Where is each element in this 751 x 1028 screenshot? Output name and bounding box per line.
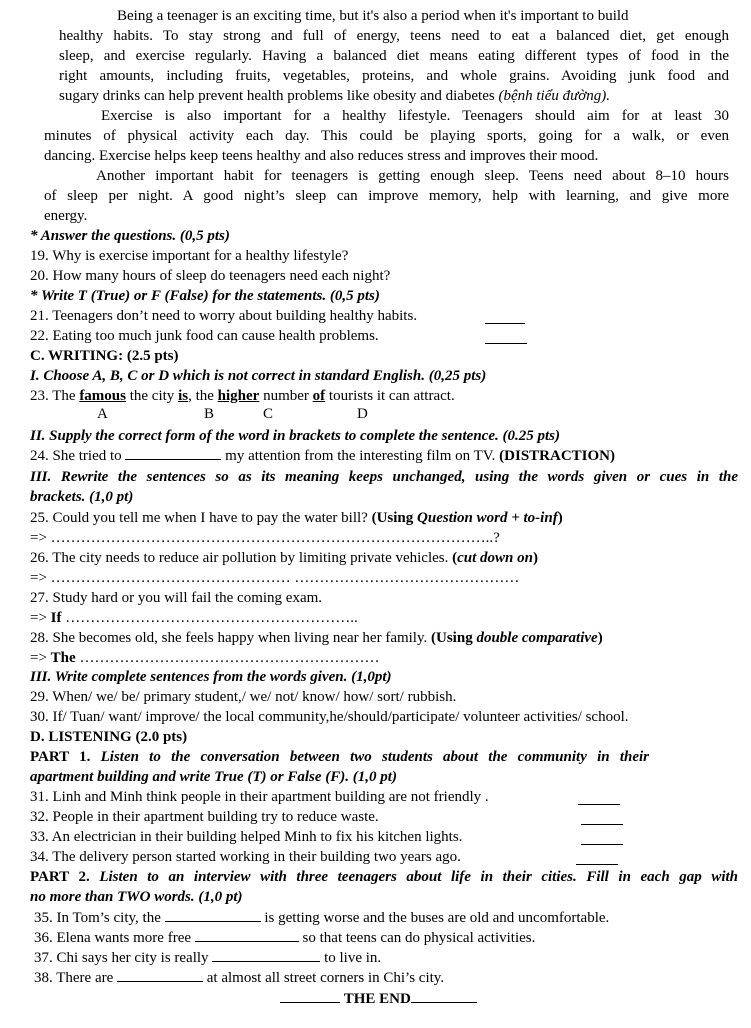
writing-part-4-heading: III. Write complete sentences from the words given. (1,0pt) [30,669,392,685]
writing-part-1-heading: I. Choose A, B, C or D which is not correct in standard English. (0,25 pts) [30,368,487,384]
q37-text: 37. Chi says her city is really [34,950,213,966]
q35-text: 35. In Tom’s city, the [34,910,165,926]
cue-text: (Using [371,510,418,526]
end-rule [280,988,340,1003]
question-23 [30,386,455,406]
answer-line-28[interactable] [30,648,379,668]
cue-text: cut down on [457,550,533,566]
question-25 [30,508,563,528]
passage-line [59,86,610,106]
q23-text: , the [188,388,218,404]
q23-text: the city [125,388,179,404]
option-label-b: B [204,406,215,422]
answer-blank[interactable] [581,830,623,845]
answer-line-27[interactable] [30,608,358,628]
word-cue: (DISTRACTION) [499,448,616,464]
q25-text: 25. Could you tell me when I have to pay the water bill? [30,510,372,526]
writing-part-3-heading: III. Rewrite the sentences so as its meaning keeps unchanged, using the words given or cues in the [30,469,738,485]
question-31: 31. Linh and Minh think people in their apartment building are not friendly . [30,789,489,805]
answer-blank[interactable] [165,907,261,922]
passage-line: Another important habit for teenagers is getting enough sleep. Teens need about 8–10 hours [96,168,729,184]
cue-text: ) [532,550,538,566]
question-24 [30,445,615,466]
cue-text: (Using [431,630,477,646]
q36-text: 36. Elena wants more free [34,930,195,946]
q38-text: at almost all street corners in Chi’s city. [203,970,445,986]
question-19: 19. Why is exercise important for a healthy lifestyle? [30,248,349,264]
vietnamese-gloss: (bệnh tiểu đường). [498,88,611,104]
passage-line: minutes of physical activity each day. This could be playing sports, going for a walk, or even [44,128,729,144]
q24-text: 24. She tried to [30,448,126,464]
part-label: PART 2. [30,869,100,885]
answer-line-26[interactable]: => ………………………………………… ……………………………………… [30,570,520,586]
passage-line: Being a teenager is an exciting time, but it's also a period when it's important to build [117,8,629,24]
option-label-a: A [97,406,108,422]
q28-text: 28. She becomes old, she feels happy when living near her family. [30,630,432,646]
q36-text: so that teens can do physical activities. [298,930,536,946]
question-27: 27. Study hard or you will fail the coming exam. [30,590,323,606]
q37-text: to live in. [320,950,382,966]
passage-line: Exercise is also important for a healthy lifestyle. Teenagers should aim for at least 30 [101,108,729,124]
option-c-word: higher [217,388,260,404]
question-29: 29. When/ we/ be/ primary student,/ we/ not/ know/ how/ sort/ rubbish. [30,689,457,705]
question-21: 21. Teenagers don’t need to worry about building healthy habits. [30,308,418,324]
question-26 [30,548,538,568]
answer-blank[interactable] [578,790,620,805]
cue-text: ) [597,630,603,646]
q38-text: 38. There are [34,970,118,986]
q26-text: 26. The city needs to reduce air pollution by limiting private vehicles. [30,550,453,566]
answer-blank[interactable] [485,309,525,324]
listening-heading: D. LISTENING (2.0 pts) [30,729,188,745]
question-28 [30,628,603,648]
answer-blank[interactable] [576,850,618,865]
dotted-line: …………………………………………………… [75,650,380,666]
question-34: 34. The delivery person started working in their building two years ago. [30,849,461,865]
answer-blank[interactable] [125,445,221,460]
passage-line: dancing. Exercise helps keep teens healthy and also reduces stress and improves their mood. [44,148,599,164]
the-end-text: THE END [343,991,411,1007]
passage-line: healthy habits. To stay strong and full of energy, teens need to eat a balanced diet, get enough [59,28,729,44]
question-35 [34,907,609,928]
writing-heading: C. WRITING: (2.5 pts) [30,348,179,364]
passage-line: of sleep per night. A good night’s sleep can improve memory, help with learning, and give more [44,188,729,204]
answer-line-25[interactable]: => ……………………………………………………………………………..? [30,530,500,546]
sentence-start: If [50,610,62,626]
answer-blank[interactable] [485,329,527,344]
question-36 [34,927,535,948]
writing-part-2-heading: II. Supply the correct form of the word in brackets to complete the sentence. (0.25 pts) [30,428,560,444]
option-b-word: is [178,388,189,404]
dotted-line: ………………………………………………….. [61,610,358,626]
passage-text: sugary drinks can help prevent health problems like obesity and diabetes [59,88,495,104]
option-a-word: famous [79,388,126,404]
answer-blank[interactable] [581,810,623,825]
option-label-c: C [263,406,274,422]
part-2-heading [30,867,738,887]
passage-line: right amounts, including fruits, vegetables, proteins, and whole grains. Avoiding junk food and [59,68,729,84]
part-label: PART 1. [30,749,101,765]
question-30: 30. If/ Tuan/ want/ improve/ the local community,he/should/participate/ volunteer activities/ school. [30,709,629,725]
question-20: 20. How many hours of sleep do teenagers need each night? [30,268,391,284]
answer-questions-heading: * Answer the questions. (0,5 pts) [30,228,230,244]
passage-line: sleep, and exercise regularly. Having a balanced diet means eating different types of food in the [59,48,729,64]
part-instructions: Listen to an interview with three teenagers about life in their cities. Fill in each gap with [99,869,738,885]
true-false-heading: * Write T (True) or F (False) for the statements. (0,5 pts) [30,288,380,304]
writing-part-3-heading-cont: brackets. (1,0 pt) [30,489,134,505]
q35-text: is getting worse and the buses are old and uncomfortable. [260,910,610,926]
question-33: 33. An electrician in their building helped Minh to fix his kitchen lights. [30,829,463,845]
answer-blank[interactable] [212,947,320,962]
question-22: 22. Eating too much junk food can cause health problems. [30,328,379,344]
part-instructions: Listen to the conversation between two students about the community in their [100,749,649,765]
cue-text: double comparative [476,630,598,646]
arrow-text: => [30,610,51,626]
question-37 [34,947,381,968]
cue-text: ( [452,550,458,566]
the-end [280,988,477,1009]
q23-text: 23. The [30,388,80,404]
cue-text: ) [557,510,563,526]
end-rule [411,988,477,1003]
arrow-text: => [30,650,51,666]
q24-text: my attention from the interesting film on TV. [221,448,500,464]
cue-text: Question word + to-inf [417,510,558,526]
part-1-heading-cont: apartment building and write True (T) or False (F). (1,0 pt) [30,769,397,785]
part-1-heading [30,747,649,767]
question-38 [34,967,444,988]
answer-blank[interactable] [117,967,203,982]
option-label-d: D [357,406,368,422]
passage-line: energy. [44,208,88,224]
option-d-word: of [312,388,326,404]
answer-blank[interactable] [195,927,299,942]
q23-text: number [259,388,313,404]
question-32: 32. People in their apartment building try to reduce waste. [30,809,379,825]
part-2-heading-cont: no more than TWO words. (1,0 pt) [30,889,243,905]
sentence-start: The [50,650,76,666]
q23-text: tourists it can attract. [325,388,455,404]
